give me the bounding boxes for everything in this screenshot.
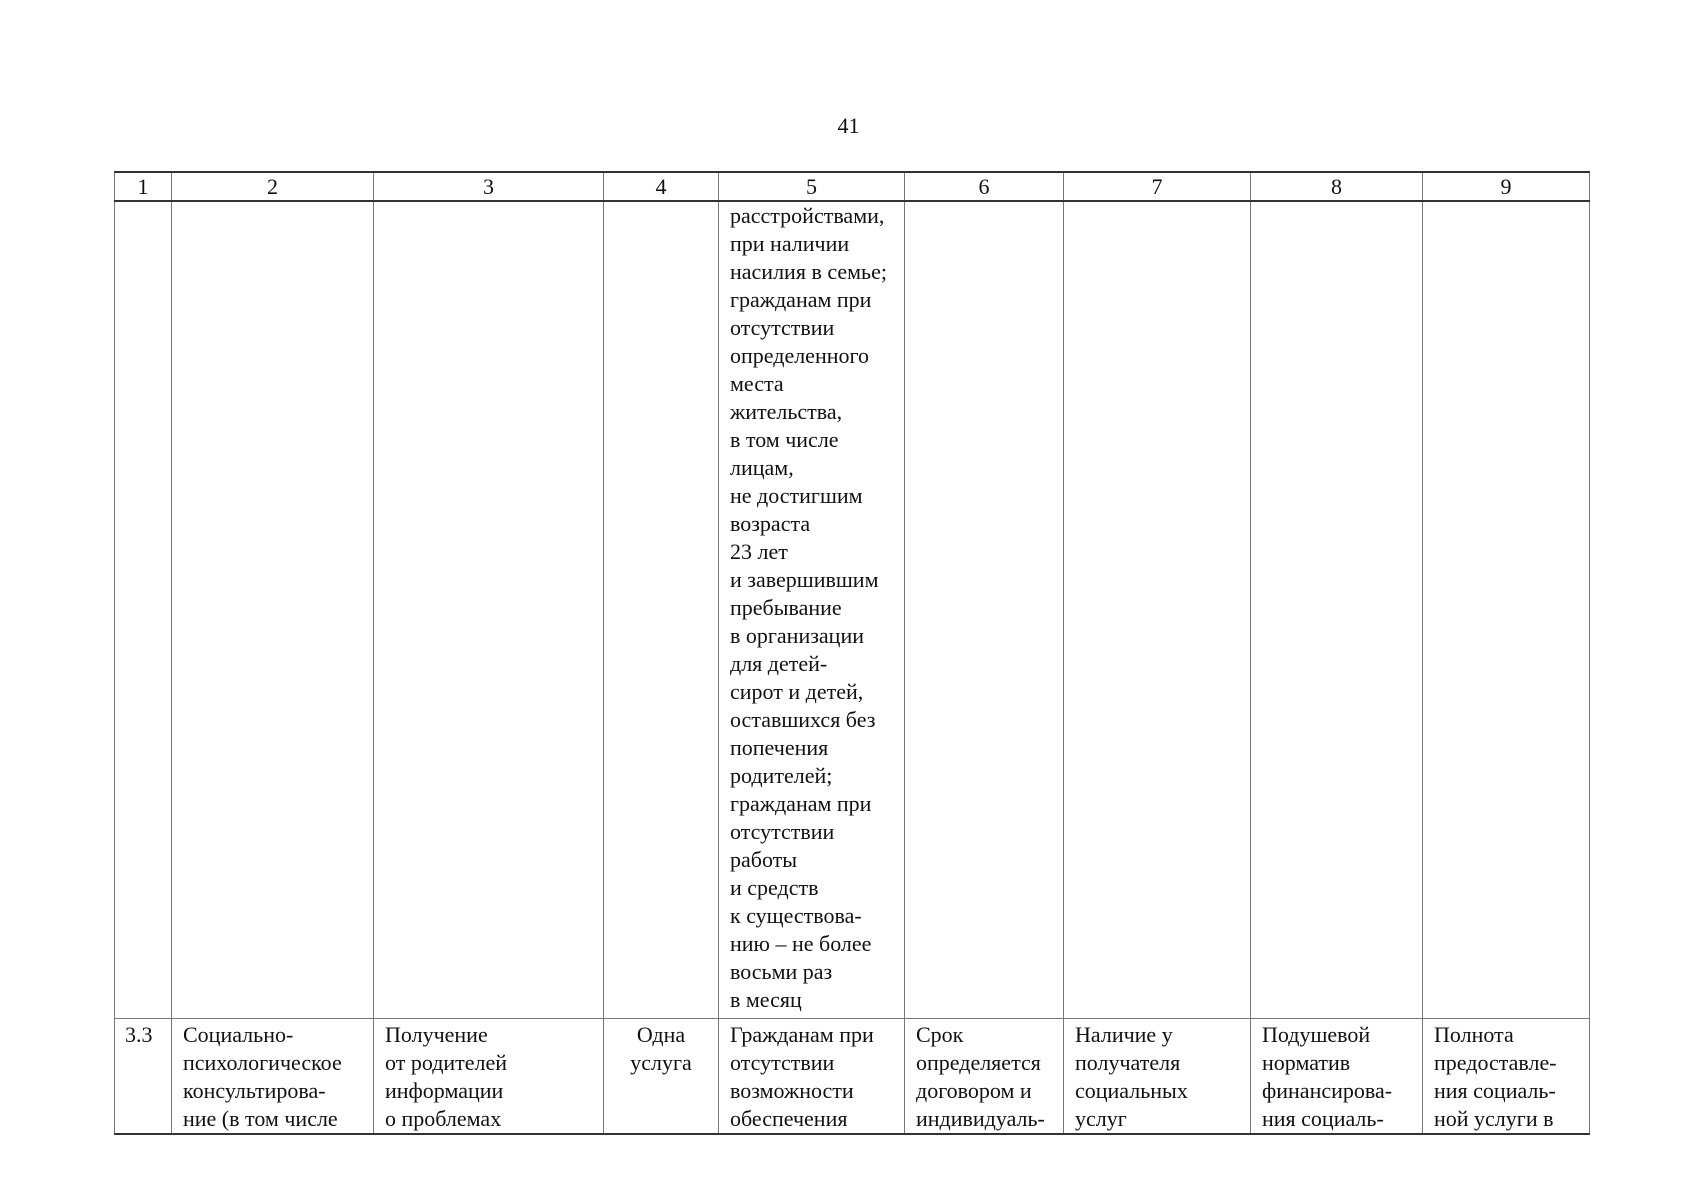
cell-line: информации [385, 1078, 504, 1103]
cell-line: 23 лет [730, 539, 788, 564]
cell-line: гражданам при [730, 791, 872, 816]
cell-line: услуг [1075, 1106, 1127, 1131]
cell-line: ния социаль- [1262, 1106, 1384, 1131]
cell-line: сирот и детей, [730, 679, 864, 704]
cell-line: услуга [630, 1050, 692, 1075]
column-number: 4 [604, 172, 719, 201]
recipient-conditions-cell [719, 1019, 905, 1135]
cell-line: отсутствии [730, 819, 835, 844]
quality-cell [1423, 1019, 1590, 1135]
cell-line: жительства, [730, 399, 843, 424]
column-number: 5 [719, 172, 905, 201]
cell-line: индивидуаль- [916, 1106, 1045, 1131]
cell-line: психологическое [183, 1050, 342, 1075]
cell-line: определенного [730, 343, 869, 368]
cell-line: возраста [730, 511, 811, 536]
financing-cell [1251, 1019, 1423, 1135]
cell-line: определяется [916, 1050, 1041, 1075]
column-number: 7 [1064, 172, 1251, 201]
cell-line: и завершившим [730, 567, 879, 592]
cell-line: родителей; [730, 763, 833, 788]
table-cell [1064, 201, 1251, 1019]
cell-line: от родителей [385, 1050, 508, 1075]
service-description-cell [374, 1019, 604, 1135]
conditions-cell [1064, 1019, 1251, 1135]
cell-line: Наличие у [1075, 1022, 1173, 1047]
cell-line: расстройствами, [730, 203, 885, 228]
page-number: 41 [837, 113, 860, 138]
cell-line: договором и [916, 1078, 1032, 1103]
cell-line: Одна [636, 1022, 686, 1047]
cell-line: нию – не более [730, 931, 872, 956]
cell-line: в организации [730, 623, 864, 648]
table-cell [604, 201, 719, 1019]
cell-line: Гражданам при [730, 1022, 874, 1047]
cell-line: Срок [916, 1022, 964, 1047]
cell-line: ния социаль- [1434, 1078, 1556, 1103]
cell-line: и средств [730, 875, 819, 900]
table-cell [1251, 201, 1423, 1019]
service-name-cell [172, 1019, 374, 1135]
cell-line: отсутствии [730, 1050, 835, 1075]
cell-line: места [730, 371, 784, 396]
cell-line: Социально- [183, 1022, 294, 1047]
column-number: 3 [374, 172, 604, 201]
cell-line: насилия в семье; [730, 259, 887, 284]
continuation-row [115, 201, 1590, 1019]
column-number: 8 [1251, 172, 1423, 201]
column-number: 9 [1423, 172, 1590, 201]
cell-line: восьми раз [730, 959, 833, 984]
row-number-cell [115, 1019, 172, 1135]
table-cell [115, 201, 172, 1019]
cell-line: в месяц [730, 987, 802, 1012]
services-table [114, 171, 1590, 1135]
cell-line: не достигшим [730, 483, 863, 508]
cell-line: консультирова- [183, 1078, 326, 1103]
cell-line: отсутствии [730, 315, 835, 340]
cell-line: норматив [1262, 1050, 1351, 1075]
cell-line: социальных [1075, 1078, 1188, 1103]
term-cell [905, 1019, 1064, 1135]
cell-line: при наличии [730, 231, 850, 256]
cell-line: Полнота [1434, 1022, 1514, 1047]
recipient-conditions-cell [719, 201, 905, 1019]
cell-line: финансирова- [1262, 1078, 1393, 1103]
cell-line: предоставле- [1434, 1050, 1557, 1075]
cell-line: гражданам при [730, 287, 872, 312]
column-number: 2 [172, 172, 374, 201]
cell-line: возможности [730, 1078, 854, 1103]
cell-line: Подушевой [1262, 1022, 1371, 1047]
unit-cell [604, 1019, 719, 1135]
cell-line: получателя [1075, 1050, 1181, 1075]
cell-line: попечения [730, 735, 829, 760]
cell-line: в том числе [730, 427, 839, 452]
cell-line: ние (в том числе [183, 1106, 338, 1131]
cell-line: для детей- [730, 651, 828, 676]
table-cell [172, 201, 374, 1019]
cell-line: 3.3 [125, 1022, 153, 1047]
table-cell [905, 201, 1064, 1019]
column-number: 1 [115, 172, 172, 201]
cell-line: оставшихся без [730, 707, 876, 732]
table-cell [1423, 201, 1590, 1019]
cell-line: обеспечения [730, 1106, 848, 1131]
cell-line: к существова- [730, 903, 862, 928]
cell-line: лицам, [730, 455, 794, 480]
column-number: 6 [905, 172, 1064, 201]
cell-line: пребывание [730, 595, 842, 620]
cell-line: ной услуги в [1434, 1106, 1554, 1131]
cell-line: Получение [385, 1022, 488, 1047]
column-number-row [115, 172, 1590, 201]
cell-line: о проблемах [385, 1106, 502, 1131]
table-cell [374, 201, 604, 1019]
table-row-3-3 [115, 1019, 1590, 1135]
cell-line: работы [730, 847, 798, 872]
